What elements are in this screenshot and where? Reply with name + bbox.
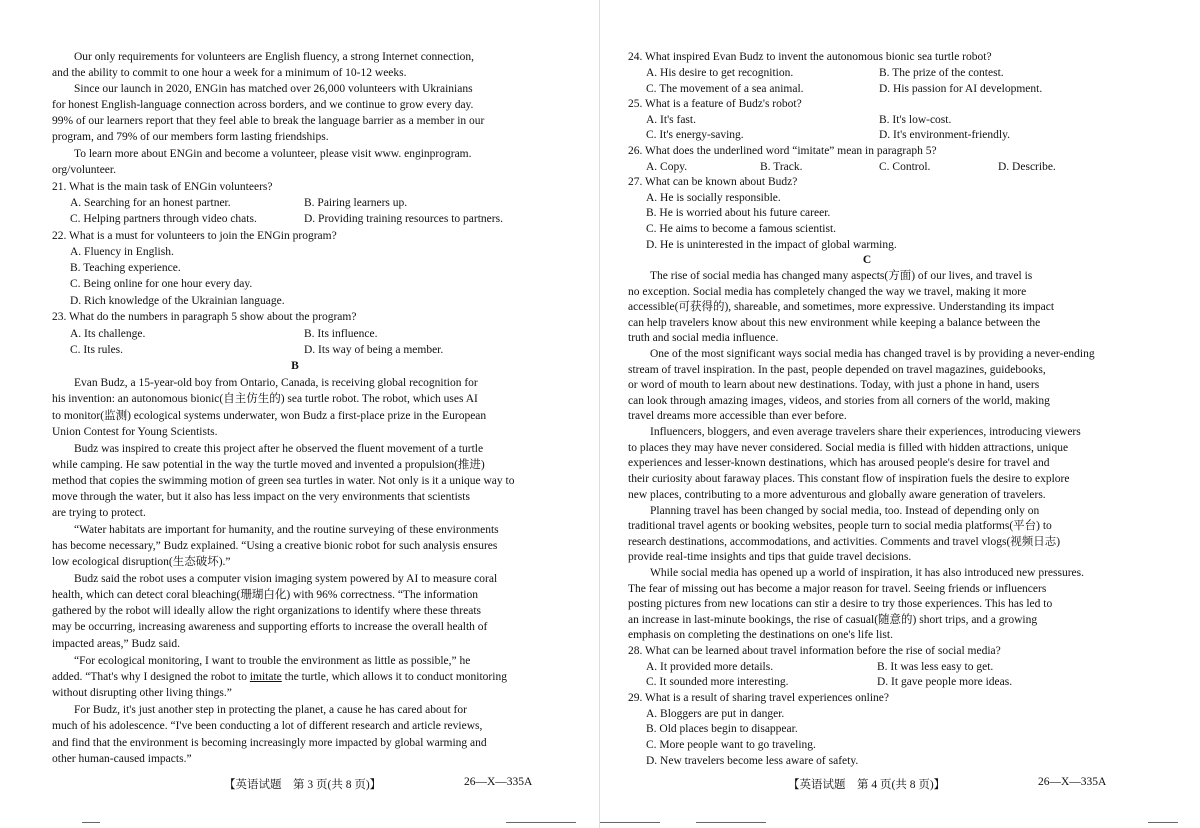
paragraph-line: to places they may have never considered. Social media is filled with hidden attractions, unique	[628, 442, 1069, 454]
paragraph-line: org/volunteer.	[52, 164, 116, 176]
paragraph-line: Planning travel has been changed by social media, too. Instead of depending only on	[650, 505, 1040, 517]
option-24-a: A. His desire to get recognition.	[646, 67, 794, 79]
text-run: the turtle, which allows it to conduct monitoring	[281, 671, 507, 683]
paragraph-line: method that copies the swimming motion of green sea turtles in water. Not only is it a unique way to	[52, 475, 515, 487]
paragraph-line: an increase in last-minute bookings, the rise of casual(随意的) short trips, and a growing	[628, 614, 1038, 626]
option-28-c: C. It sounded more interesting.	[646, 676, 789, 688]
paragraph-line: travel dreams more accessible than ever before.	[628, 410, 847, 422]
paragraph-line: can look through amazing images, videos, and stories from all corners of the world, making	[628, 395, 1050, 407]
paragraph-line: Evan Budz, a 15-year-old boy from Ontario, Canada, is receiving global recognition for	[74, 377, 478, 389]
option-21-b: B. Pairing learners up.	[304, 197, 408, 209]
scan-mark	[696, 822, 766, 823]
paragraph-line: accessible(可获得的), shareable, and sometimes, more expressive. Understanding its impact	[628, 301, 1055, 313]
section-heading-b: B	[291, 360, 299, 372]
option-24-c: C. The movement of a sea animal.	[646, 83, 804, 95]
paragraph-line: his invention: an autonomous bionic(自主仿生的) sea turtle robot. The robot, which uses AI	[52, 393, 478, 405]
paragraph-line: while camping. He saw potential in the way the turtle moved and invented a propulsion(推进)	[52, 459, 485, 471]
paragraph-line: program, and 79% of our members form lasting friendships.	[52, 131, 329, 143]
right-page	[600, 0, 1200, 828]
paragraph-line: or word of mouth to learn about new destinations. Today, with just a phone in hand, users	[628, 379, 1040, 391]
scan-mark	[1148, 822, 1178, 823]
question-29: 29. What is a result of sharing travel experiences online?	[628, 692, 890, 704]
option-26-c: C. Control.	[879, 161, 931, 173]
option-23-a: A. Its challenge.	[70, 328, 146, 340]
paragraph-line: and find that the environment is becoming increasingly more impacted by global warming and	[52, 737, 487, 749]
paragraph-line: Budz was inspired to create this project after he observed the fluent movement of a turtle	[74, 443, 484, 455]
paragraph-line: To learn more about ENGin and become a volunteer, please visit www. enginprogram.	[74, 148, 472, 160]
paragraph-line: new places, contributing to a more adventurous and globally aware generation of travelers.	[628, 489, 1046, 501]
paragraph-line: and the ability to commit to one hour a week for a minimum of 10-12 weeks.	[52, 67, 407, 79]
paragraph-line: experiences and lesser-known destinations, which has aroused people's desire for travel and	[628, 457, 1050, 469]
scan-mark	[600, 822, 660, 823]
paragraph-line: Budz said the robot uses a computer vision imaging system powered by AI to measure coral	[74, 573, 498, 585]
question-26: 26. What does the underlined word “imitate” mean in paragraph 5?	[628, 145, 937, 157]
paragraph-line: stream of travel inspiration. In the past, people depended on travel magazines, guidebooks,	[628, 364, 1046, 376]
paragraph-line: for honest English-language connection across borders, and we continue to grow every day.	[52, 99, 474, 111]
paragraph-line	[52, 670, 507, 685]
option-28-d: D. It gave people more ideas.	[877, 676, 1013, 688]
question-23: 23. What do the numbers in paragraph 5 show about the program?	[52, 311, 357, 323]
paragraph-line: One of the most significant ways social media has changed travel is by providing a never-ending	[650, 348, 1095, 360]
paragraph-line: Union Contest for Young Scientists.	[52, 426, 218, 438]
paragraph-line: has become necessary,” Budz explained. “Using a creative bionic robot for such analysis ensures	[52, 540, 498, 552]
paragraph-line: Since our launch in 2020, ENGin has matched over 26,000 volunteers with Ukrainians	[74, 83, 473, 95]
section-heading-c: C	[862, 254, 872, 266]
option-23-c: C. Its rules.	[70, 344, 124, 356]
paragraph-line: may be occurring, increasing awareness and supporting efforts to increase the overall health of	[52, 621, 488, 633]
paragraph-line: health, which can detect coral bleaching(珊瑚白化) with 96% correctness. “The information	[52, 589, 478, 601]
paragraph-line: posting pictures from new locations can stir a desire to try those experiences. This has led to	[628, 598, 1053, 610]
option-25-a: A. It's fast.	[646, 114, 696, 126]
option-24-b: B. The prize of the contest.	[879, 67, 1004, 79]
paragraph-line: gathered by the robot will ideally allow the right organizations to identify where these threats	[52, 605, 481, 617]
paragraph-line: impacted areas,” Budz said.	[52, 638, 181, 650]
paragraph-line: low ecological disruption(生态破坏).”	[52, 556, 231, 568]
paragraph-line: can help travelers know about this new environment while keeping a balance between the	[628, 317, 1041, 329]
option-26-d: D. Describe.	[998, 161, 1056, 173]
paragraph-line: much of his adolescence. “I've been conducting a lot of different research and article reviews,	[52, 720, 483, 732]
scan-mark	[506, 822, 576, 823]
option-21-d: D. Providing training resources to partners.	[304, 213, 503, 225]
paragraph-line: to monitor(监测) ecological systems underwater, won Budz a first-place prize in the European	[52, 410, 487, 422]
option-27-a: A. He is socially responsible.	[646, 192, 781, 204]
option-22-a: A. Fluency in English.	[70, 246, 174, 258]
paragraph-line: no exception. Social media has completely changed the way we travel, making it more	[628, 286, 1027, 298]
paragraph-line: Our only requirements for volunteers are English fluency, a strong Internet connection,	[74, 51, 475, 63]
option-25-d: D. It's environment-friendly.	[879, 129, 1010, 141]
paragraph-line: The rise of social media has changed many aspects(方面) of our lives, and travel is	[650, 270, 1033, 282]
paragraph-line: The fear of missing out has become a major reason for travel. Seeing friends or influencers	[628, 583, 1047, 595]
paragraph-line: emphasis on completing the destinations on one's life list.	[628, 629, 893, 641]
option-28-a: A. It provided more details.	[646, 661, 774, 673]
question-27: 27. What can be known about Budz?	[628, 176, 798, 188]
option-29-b: B. Old places begin to disappear.	[646, 723, 798, 735]
scan-mark	[82, 822, 100, 823]
option-29-d: D. New travelers become less aware of safety.	[646, 755, 859, 767]
paragraph-line: without disrupting other living things.”	[52, 687, 232, 699]
page-footer-title: 【英语试题 第 3 页(共 8 页)】	[224, 779, 382, 791]
option-23-b: B. Its influence.	[304, 328, 378, 340]
paragraph-line: their curiosity about faraway places. This constant flow of inspiration fuels the desire to explore	[628, 473, 1070, 485]
page-footer-code: 26—X—335A	[1038, 776, 1107, 788]
underlined-word: imitate	[249, 671, 282, 683]
option-23-d: D. Its way of being a member.	[304, 344, 444, 356]
page-footer-code: 26—X—335A	[464, 776, 533, 788]
paragraph-line: While social media has opened up a world of inspiration, it has also introduced new pressures.	[650, 567, 1085, 579]
option-21-a: A. Searching for an honest partner.	[70, 197, 231, 209]
question-24: 24. What inspired Evan Budz to invent the autonomous bionic sea turtle robot?	[628, 51, 992, 63]
option-27-b: B. He is worried about his future career.	[646, 207, 831, 219]
paragraph-line: are trying to protect.	[52, 507, 146, 519]
question-28: 28. What can be learned about travel information before the rise of social media?	[628, 645, 1001, 657]
question-21: 21. What is the main task of ENGin volunteers?	[52, 181, 273, 193]
option-27-d: D. He is uninterested in the impact of global warming.	[646, 239, 897, 251]
page-footer-title: 【英语试题 第 4 页(共 8 页)】	[788, 779, 946, 791]
paragraph-line: traditional travel agents or booking websites, people turn to social media platforms(平台) to	[628, 520, 1052, 532]
question-22: 22. What is a must for volunteers to join the ENGin program?	[52, 230, 337, 242]
option-22-c: C. Being online for one hour every day.	[70, 278, 253, 290]
paragraph-line: other human-caused impacts.”	[52, 753, 192, 765]
paragraph-line: 99% of our learners report that they feel able to break the language barrier as a member in our	[52, 115, 485, 127]
option-29-a: A. Bloggers are put in danger.	[646, 708, 785, 720]
option-25-c: C. It's energy-saving.	[646, 129, 744, 141]
option-25-b: B. It's low-cost.	[879, 114, 952, 126]
question-25: 25. What is a feature of Budz's robot?	[628, 98, 802, 110]
option-24-d: D. His passion for AI development.	[879, 83, 1043, 95]
option-22-d: D. Rich knowledge of the Ukrainian language.	[70, 295, 285, 307]
option-28-b: B. It was less easy to get.	[877, 661, 994, 673]
option-22-b: B. Teaching experience.	[70, 262, 181, 274]
paragraph-line: research destinations, accommodations, and activities. Comments and travel vlogs(视频日志)	[628, 536, 1061, 548]
text-run: added. “That's why I designed the robot to	[52, 671, 250, 683]
option-21-c: C. Helping partners through video chats.	[70, 213, 257, 225]
option-29-c: C. More people want to go traveling.	[646, 739, 816, 751]
paragraph-line: “Water habitats are important for humanity, and the routine surveying of these environments	[74, 524, 499, 536]
paragraph-line: truth and social media influence.	[628, 332, 779, 344]
paragraph-line: move through the water, but it also has less impact on the very environments that scientists	[52, 491, 470, 503]
paragraph-line: “For ecological monitoring, I want to trouble the environment as little as possible,” he	[74, 655, 471, 667]
paragraph-line: Influencers, bloggers, and even average travelers share their experiences, introducing viewers	[650, 426, 1081, 438]
option-26-a: A. Copy.	[646, 161, 688, 173]
option-26-b: B. Track.	[760, 161, 803, 173]
option-27-c: C. He aims to become a famous scientist.	[646, 223, 837, 235]
paragraph-line: For Budz, it's just another step in protecting the planet, a cause he has cared about for	[74, 704, 467, 716]
paragraph-line: provide real-time insights and tips that guide travel decisions.	[628, 551, 912, 563]
